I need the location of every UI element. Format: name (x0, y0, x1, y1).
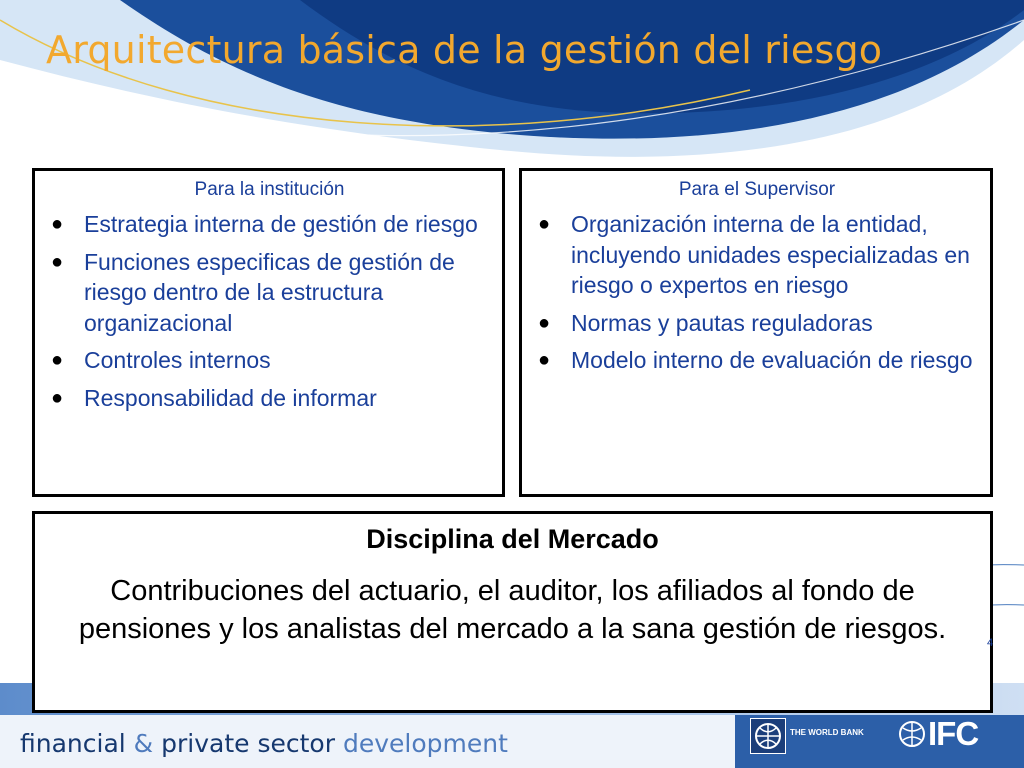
world-bank-logo-icon (750, 718, 786, 754)
ifc-label: IFC (928, 715, 979, 752)
list-item (538, 209, 976, 301)
list-item (51, 209, 488, 240)
market-discipline-body: Contribuciones del actuario, el auditor, los afiliados al fondo de pensiones y los analistas del mercado a la sana gestión de riesgos. (78, 575, 947, 645)
ifc-globe-icon (897, 718, 927, 750)
list-item (51, 247, 488, 339)
list-item (51, 345, 488, 376)
list-item-text: Estrategia interna de gestión de riesgo (84, 211, 478, 237)
list-item-text: Funciones especificas de gestión de riesgo dentro de la estructura organizacional (84, 248, 455, 336)
list-item-text: Modelo interno de evaluación de riesgo (571, 347, 973, 373)
page-number: 4 (987, 637, 994, 649)
slide-title: Arquitectura básica de la gestión del riesgo (46, 28, 883, 72)
bullet-icon: ● (538, 213, 551, 235)
bullet-icon: ● (51, 213, 64, 235)
list-item-text: Organización interna de la entidad, incluyendo unidades especializadas en riesgo o expertos en riesgo (571, 211, 970, 298)
footer-brand (20, 729, 508, 758)
list-item-text: Normas y pautas reguladoras (571, 309, 873, 336)
bullet-icon: ● (51, 349, 64, 371)
bullet-icon: ● (51, 250, 64, 273)
footer-word-private-sector: private sector (161, 729, 335, 758)
supervisor-heading: Para el Supervisor (678, 179, 836, 200)
bullet-icon: ● (51, 386, 64, 409)
supervisor-box (519, 168, 993, 497)
institution-heading: Para la institución (194, 179, 345, 200)
institution-list (51, 209, 488, 413)
supervisor-list (538, 209, 976, 376)
footer-ampersand: & (133, 729, 154, 758)
list-item-text: Responsabilidad de informar (84, 384, 377, 411)
list-item (538, 308, 976, 339)
list-item (51, 383, 488, 414)
footer-word-development: development (342, 729, 508, 758)
institution-box (32, 168, 505, 497)
bullet-icon: ● (538, 349, 551, 371)
market-discipline-box (32, 511, 993, 713)
world-bank-label: THE WORLD BANK (790, 728, 864, 737)
list-item (538, 345, 976, 376)
list-item-text: Controles internos (84, 347, 271, 373)
bullet-icon: ● (538, 311, 551, 334)
footer-word-financial: financial (20, 729, 126, 758)
market-discipline-heading: Disciplina del Mercado (366, 524, 659, 554)
